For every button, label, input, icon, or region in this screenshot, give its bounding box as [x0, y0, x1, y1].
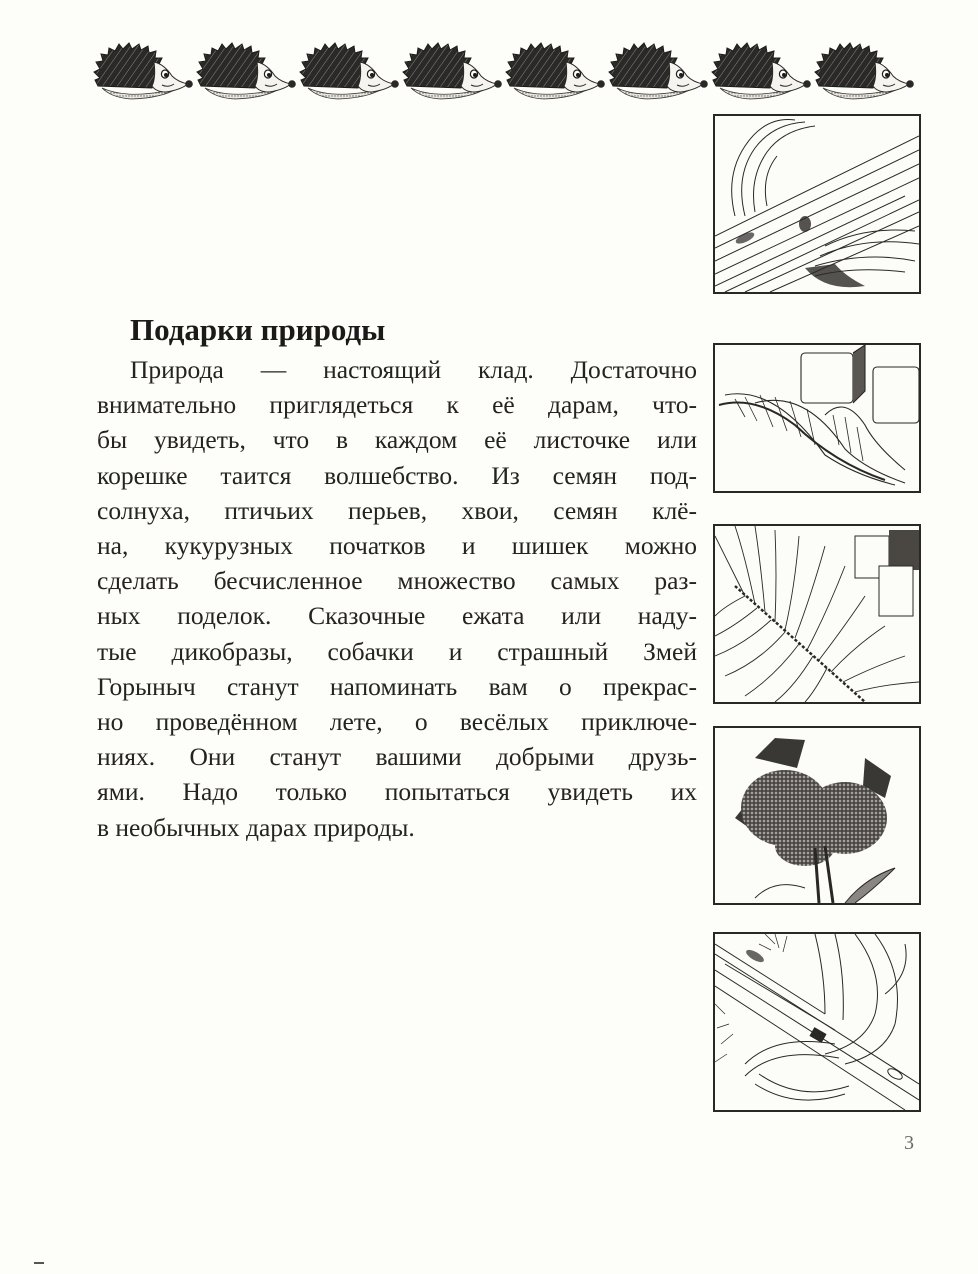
illustration-twisted-branches — [713, 114, 921, 294]
article-body — [97, 352, 697, 845]
burdock-icon — [715, 728, 919, 903]
text-line: корешке таится волшебство. Из семян под- — [97, 460, 697, 490]
text-line: на, кукурузных початков и шишек можно — [97, 531, 697, 561]
illustration-burdock — [713, 726, 921, 905]
hedgehog-icon — [401, 38, 504, 108]
text-line: ями. Надо только попытаться увидеть их — [97, 777, 697, 807]
twisted-branches-icon — [715, 116, 919, 292]
hedgehog-icon — [92, 38, 195, 108]
text-line: Природа — настоящий клад. Достаточно — [130, 355, 697, 384]
feathers-icon — [715, 345, 919, 491]
text-line: сделать бесчисленное множество самых раз- — [97, 566, 697, 596]
hedgehog-icon — [195, 38, 298, 108]
branches-icon — [715, 934, 919, 1110]
text-line: солнуха, птичьих перьев, хвои, семян клё- — [97, 495, 697, 525]
illustration-pine-branch — [713, 524, 921, 704]
text-line: внимательно приглядеться к её дарам, что- — [97, 390, 697, 420]
text-line: ниях. Они станут вашими добрыми друзь- — [97, 742, 697, 772]
article-title: Подарки природы — [130, 312, 386, 347]
margin-mark — [34, 1262, 44, 1264]
hedgehog-icon — [607, 38, 710, 108]
text-line: ных поделок. Сказочные ежата или наду- — [97, 601, 697, 631]
text-line: в необычных дарах природы. — [97, 812, 415, 842]
illustration-feathers — [713, 343, 921, 493]
pine-branch-icon — [715, 526, 919, 702]
text-line: тые дикобразы, собачки и страшный Змей — [97, 636, 697, 666]
text-line: но проведённом лете, о весёлых приключе- — [97, 707, 697, 737]
illustration-branches — [713, 932, 921, 1112]
hedgehog-border — [92, 38, 932, 108]
text-line: Горыныч станут напоминать вам о прекрас- — [97, 671, 697, 701]
article — [97, 308, 697, 845]
hedgehog-icon — [298, 38, 401, 108]
hedgehog-icon — [813, 38, 916, 108]
page-number: 3 — [904, 1132, 914, 1154]
text-line: бы увидеть, что в каждом её листочке или — [97, 425, 697, 455]
hedgehog-icon — [710, 38, 813, 108]
hedgehog-icon — [504, 38, 607, 108]
